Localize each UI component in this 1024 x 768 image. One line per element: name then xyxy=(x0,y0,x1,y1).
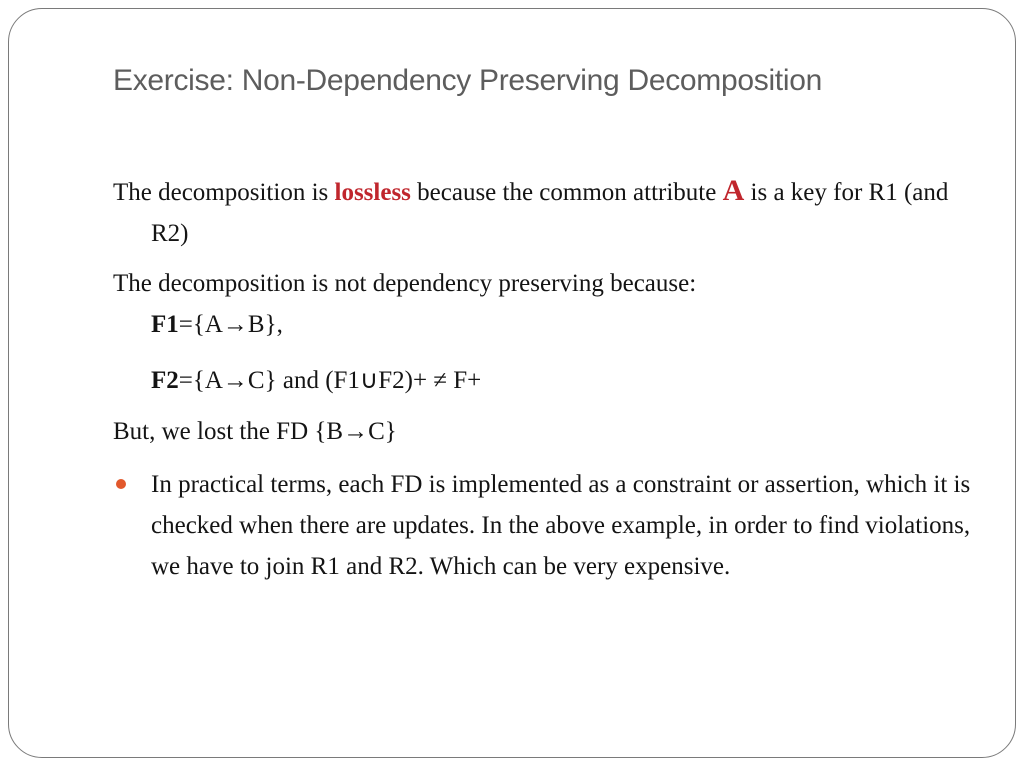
f1-expression: ={A→B}, xyxy=(178,311,283,338)
slide-body xyxy=(113,170,973,587)
lossless-highlight: lossless xyxy=(334,179,411,206)
f1-label: F1 xyxy=(151,311,179,338)
f2-expression: ={A→C} and (F1∪F2)+ ≠ F+ xyxy=(178,367,482,394)
lost-fd-paragraph: But, we lost the FD {B→C} xyxy=(113,418,397,445)
bullet-dot-icon xyxy=(116,479,126,489)
lossless-paragraph xyxy=(113,170,973,254)
f1-line xyxy=(113,304,973,345)
not-dependency-preserving-paragraph: The decomposition is not dependency preserving because: xyxy=(113,270,697,297)
practical-terms-bullet xyxy=(113,464,973,587)
bullet-text: In practical terms, each FD is implemented as a constraint or assertion, which it is checked when there are updates. In the above example, in order to find violations, we have to join R1 and R2. Which can be very expensive. xyxy=(151,471,971,580)
slide-title: Exercise: Non-Dependency Preserving Decomposition xyxy=(113,64,822,97)
common-attribute: A xyxy=(722,174,745,207)
lossless-text-after: is a key for R1 (and R2) xyxy=(151,179,949,247)
lossless-text-before: The decomposition is xyxy=(113,179,335,206)
f2-line xyxy=(113,360,973,401)
f2-label: F2 xyxy=(151,367,179,394)
lossless-text-middle: because the common attribute xyxy=(410,179,723,206)
